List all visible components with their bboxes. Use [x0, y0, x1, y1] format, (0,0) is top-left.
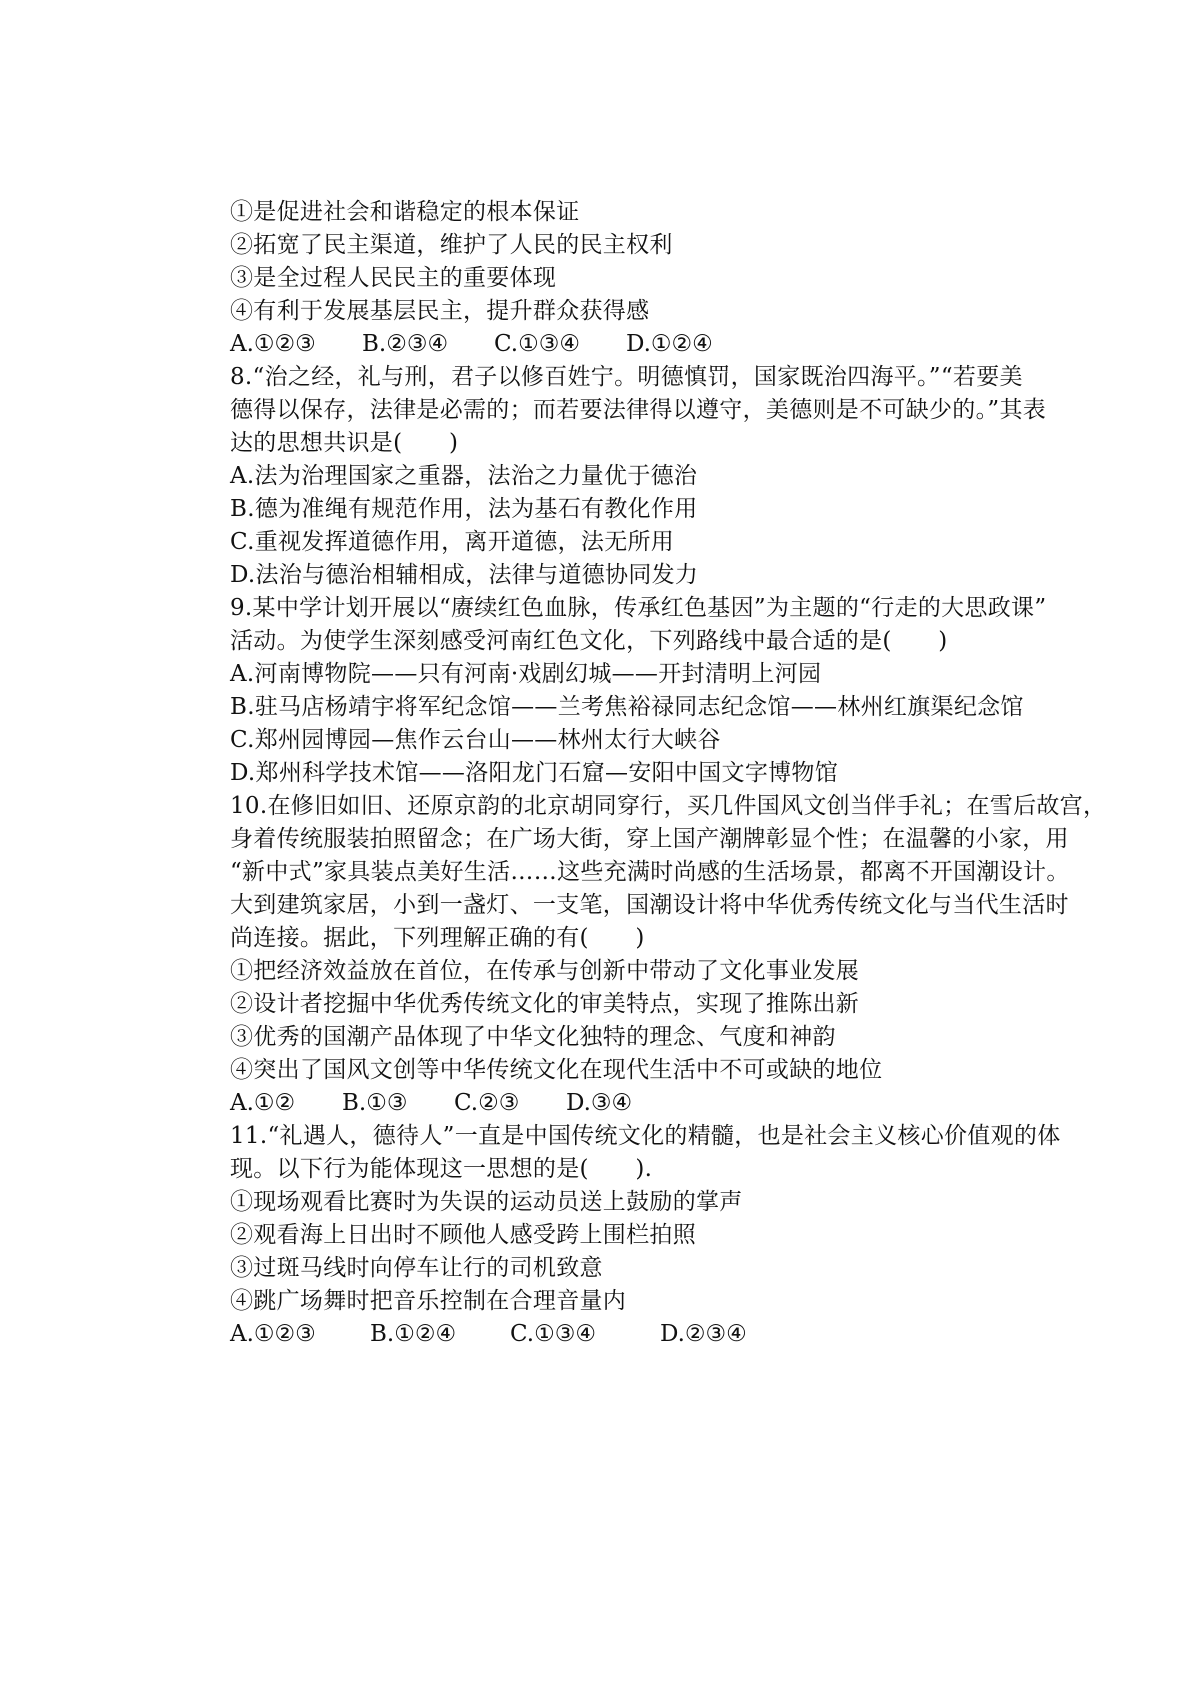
q10-statement: ①把经济效益放在首位，在传承与创新中带动了文化事业发展: [230, 958, 860, 984]
q10-stem-line: 身着传统服装拍照留念；在广场大街，穿上国产潮牌彰显个性；在温馨的小家，用: [230, 826, 1069, 852]
q9-stem-line: 9.某中学计划开展以“赓续红色血脉，传承红色基因”为主题的“行走的大思政课”: [230, 595, 1047, 621]
q10-option-a: A.①②: [230, 1090, 296, 1116]
question-9: [230, 592, 1130, 790]
q10-stem-line: “新中式”家具装点美好生活……这些充满时尚感的生活场景，都离不开国潮设计。: [230, 859, 1070, 885]
q11-statement: ③过斑马线时向停车让行的司机致意: [230, 1255, 603, 1281]
q10-options: [230, 1087, 1130, 1120]
q7-option-d: D.①②④: [626, 331, 713, 357]
q10-statement: ②设计者挖掘中华优秀传统文化的审美特点，实现了推陈出新: [230, 991, 860, 1017]
exam-content: [230, 196, 1130, 1351]
q7-option-a: A.①②③: [230, 331, 316, 357]
q8-choice-d: D.法治与德治相辅相成，法律与道德协同发力: [230, 562, 699, 588]
q10-option-d: D.③④: [566, 1090, 633, 1116]
q8-choice-a: A.法为治理国家之重器，法治之力量优于德治: [230, 463, 698, 489]
q11-option-a: A.①②③: [230, 1321, 316, 1347]
q7-statement: ②拓宽了民主渠道，维护了人民的民主权利: [230, 232, 673, 258]
q11-stem-line: 现。以下行为能体现这一思想的是( ).: [230, 1156, 653, 1182]
q9-stem-line: 活动。为使学生深刻感受河南红色文化，下列路线中最合适的是( ): [230, 628, 948, 654]
q10-stem-line: 大到建筑家居，小到一盏灯、一支笔，国潮设计将中华优秀传统文化与当代生活时: [230, 892, 1069, 918]
q7-statement: ④有利于发展基层民主，提升群众获得感: [230, 298, 650, 324]
q7-option-c: C.①③④: [494, 331, 580, 357]
question-7: [230, 196, 1130, 361]
q10-option-c: C.②③: [454, 1090, 520, 1116]
q10-stem-line: 尚连接。据此，下列理解正确的有( ): [230, 925, 645, 951]
q11-options: [230, 1318, 1130, 1351]
q11-statement: ②观看海上日出时不顾他人感受跨上围栏拍照: [230, 1222, 696, 1248]
q10-option-b: B.①③: [342, 1090, 408, 1116]
q8-stem-line: 8.“治之经，礼与刑，君子以修百姓宁。明德慎罚，国家既治四海平。”“若要美: [230, 364, 1023, 390]
q11-option-c: C.①③④: [510, 1321, 596, 1347]
q7-options: [230, 328, 1130, 361]
question-10: [230, 790, 1130, 1120]
q11-option-d: D.②③④: [660, 1321, 747, 1347]
q7-option-b: B.②③④: [362, 331, 449, 357]
q10-statement: ③优秀的国潮产品体现了中华文化独特的理念、气度和神韵: [230, 1024, 836, 1050]
q7-statement: ①是促进社会和谐稳定的根本保证: [230, 199, 580, 225]
q11-stem-line: 11.“礼遇人，德待人”一直是中国传统文化的精髓，也是社会主义核心价值观的体: [230, 1123, 1061, 1149]
q10-statement: ④突出了国风文创等中华传统文化在现代生活中不可或缺的地位: [230, 1057, 883, 1083]
question-11: [230, 1120, 1130, 1351]
q11-statement: ①现场观看比赛时为失误的运动员送上鼓励的掌声: [230, 1189, 743, 1215]
q9-choice-d: D.郑州科学技术馆——洛阳龙门石窟—安阳中国文字博物馆: [230, 760, 839, 786]
q9-choice-a: A.河南博物院——只有河南·戏剧幻城——开封清明上河园: [230, 661, 822, 687]
q8-choice-c: C.重视发挥道德作用，离开道德，法无所用: [230, 529, 675, 555]
question-8: [230, 361, 1130, 592]
q9-choice-b: B.驻马店杨靖宇将军纪念馆——兰考焦裕禄同志纪念馆——林州红旗渠纪念馆: [230, 694, 1024, 720]
q8-stem-line: 达的思想共识是( ): [230, 430, 459, 456]
q8-choice-b: B.德为准绳有规范作用，法为基石有教化作用: [230, 496, 698, 522]
q10-stem-line: 10.在修旧如旧、还原京韵的北京胡同穿行，买几件国风文创当伴手礼；在雪后故宫，: [230, 793, 1107, 819]
q11-option-b: B.①②④: [370, 1321, 457, 1347]
q11-statement: ④跳广场舞时把音乐控制在合理音量内: [230, 1288, 627, 1314]
q8-stem-line: 德得以保存，法律是必需的；而若要法律得以遵守，美德则是不可缺少的。”其表: [230, 397, 1047, 423]
q7-statement: ③是全过程人民民主的重要体现: [230, 265, 557, 291]
q9-choice-c: C.郑州园博园—焦作云台山——林州太行大峡谷: [230, 727, 721, 753]
